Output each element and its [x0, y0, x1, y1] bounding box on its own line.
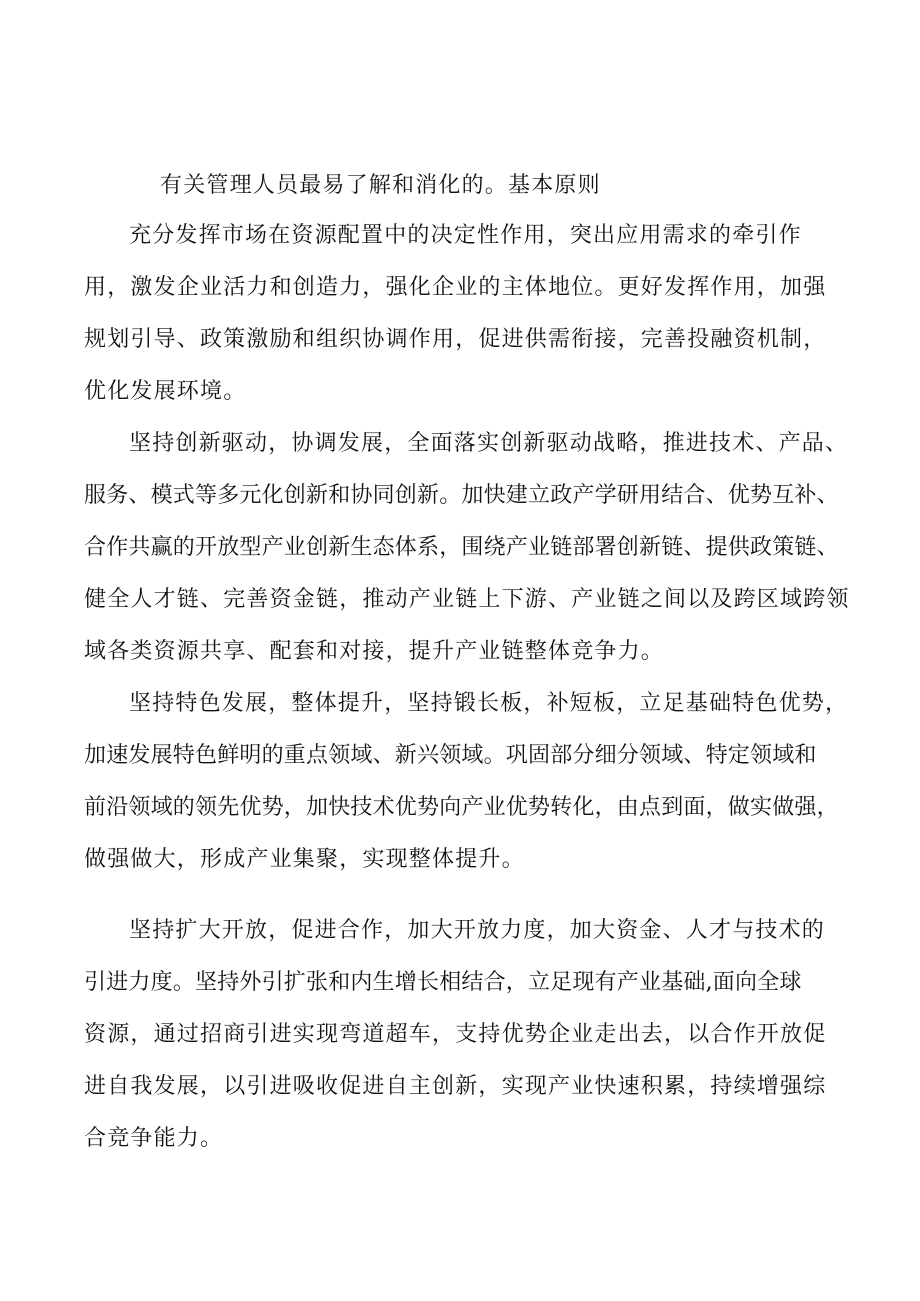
paragraph-3-line-2: 加速发展特色鲜明的重点领域、新兴领域。巩固部分细分领域、特定领域和 [84, 743, 817, 768]
paragraph-3-line-4: 做强做大，形成产业集聚，实现整体提升。 [84, 847, 525, 872]
paragraph-2-line-1: 坚持创新驱动，协调发展，全面落实创新驱动战略，推进技术、产品、 [129, 431, 849, 456]
paragraph-4-line-4: 进自我发展，以引进吸收促进自主创新，实现产业快速积累，持续增强综 [84, 1074, 827, 1099]
paragraph-2-line-5: 域各类资源共享、配套和对接，提升产业链整体竞争力。 [84, 639, 665, 664]
paragraph-1-line-2: 用，激发企业活力和创造力，强化企业的主体地位。更好发挥作用，加强 [84, 275, 827, 300]
document-heading: 有关管理人员最易了解和消化的。基本原则 [160, 173, 601, 198]
paragraph-3-line-1: 坚持特色发展，整体提升，坚持锻长板，补短板，立足基础特色优势， [129, 691, 849, 716]
paragraph-4-line-1: 坚持扩大开放，促进合作，加大开放力度，加大资金、人才与技术的 [129, 918, 826, 943]
paragraph-2-line-4: 健全人才链、完善资金链，推动产业链上下游、产业链之间以及跨区域跨领 [84, 587, 850, 612]
paragraph-3-line-3: 前沿领域的领先优势，加快技术优势向产业优势转化，由点到面，做实做强， [84, 795, 839, 820]
paragraph-4-line-5: 合竞争能力。 [84, 1126, 224, 1151]
paragraph-1-line-3: 规划引导、政策激励和组织协调作用，促进供需衔接，完善投融资机制， [84, 327, 827, 352]
paragraph-4-line-2: 引进力度。坚持外引扩张和内生增长相结合，立足现有产业基础,面向全球 [84, 970, 802, 995]
paragraph-2-line-3: 合作共赢的开放型产业创新生态体系，围绕产业链部署创新链、提供政策链、 [84, 535, 839, 560]
paragraph-4-line-3: 资源，通过招商引进实现弯道超车，支持优势企业走出去，以合作开放促 [84, 1022, 827, 1047]
paragraph-2-line-2: 服务、模式等多元化创新和协同创新。加快建立政产学研用结合、优势互补、 [84, 483, 839, 508]
paragraph-1-line-1: 充分发挥市场在资源配置中的决定性作用，突出应用需求的牵引作 [129, 223, 802, 248]
paragraph-1-line-4: 优化发展环境。 [84, 379, 247, 404]
